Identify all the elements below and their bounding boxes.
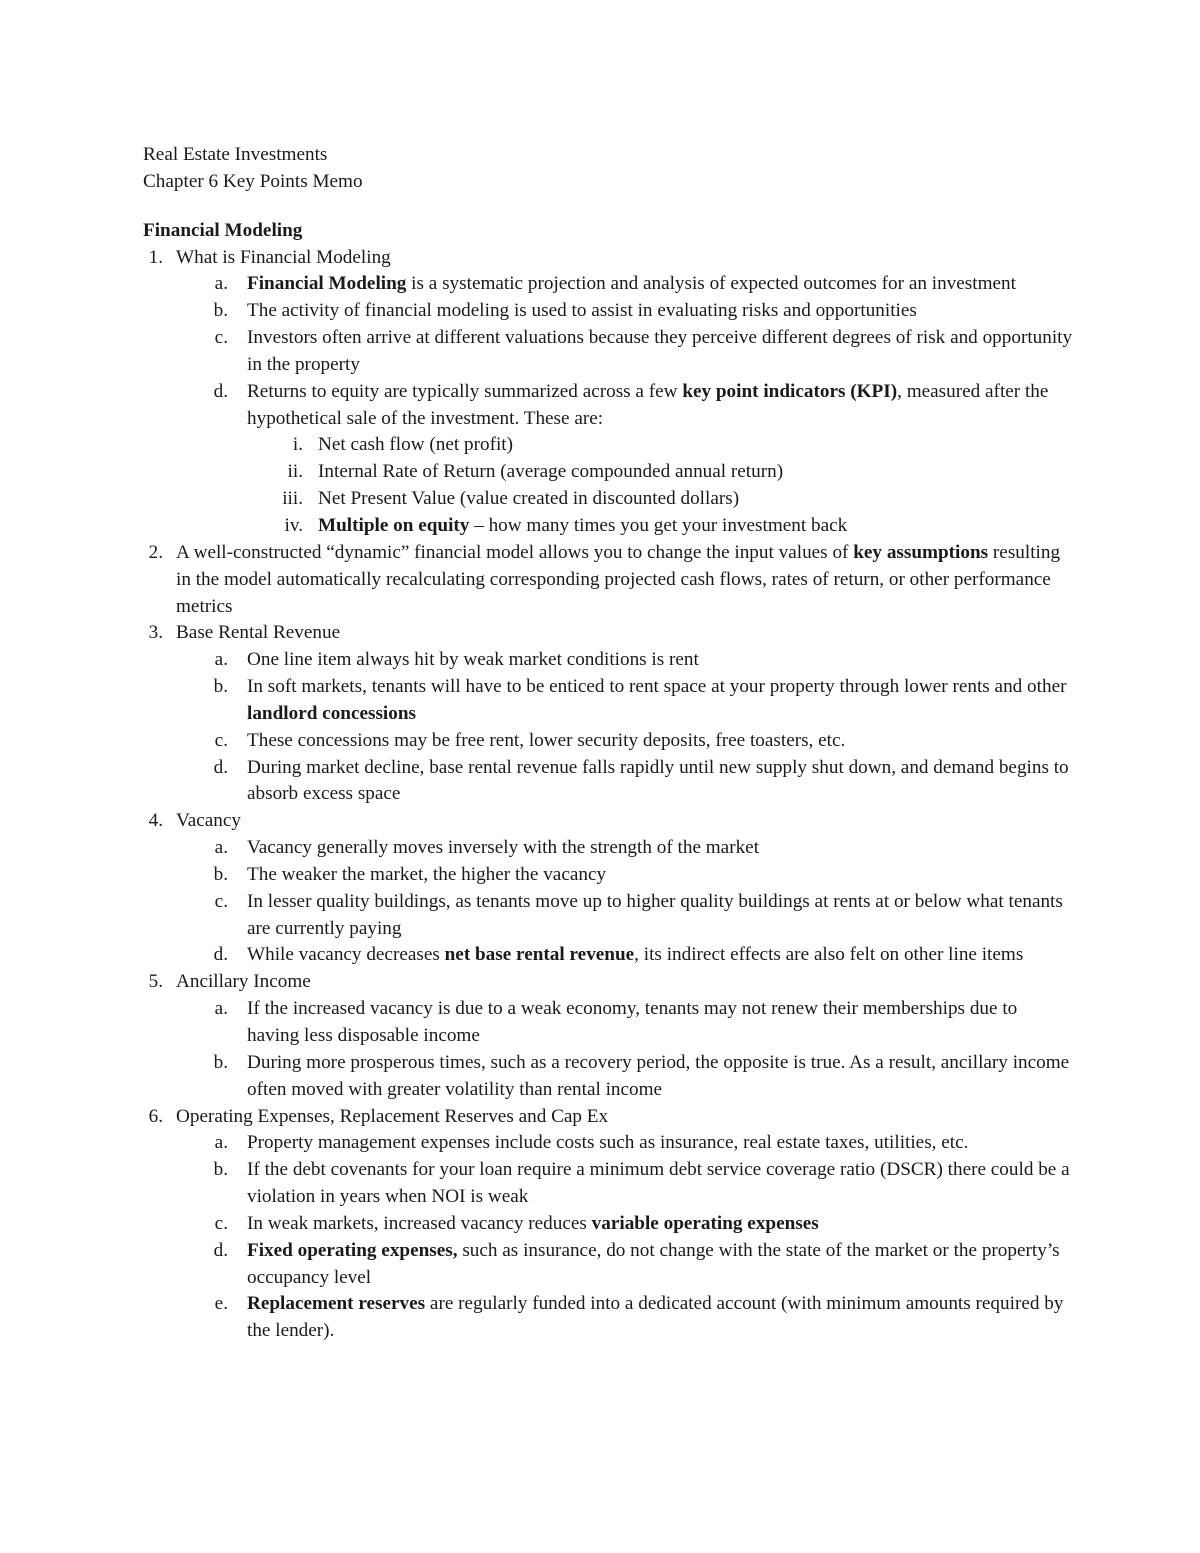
- list-marker: 2.: [148, 541, 163, 563]
- list-item: a. Property management expenses include costs such as insurance, real estate taxes, utilities, etc.: [143, 1130, 1073, 1157]
- list-marker: iii.: [282, 488, 303, 510]
- list-item: b. The weaker the market, the higher the vacancy: [143, 862, 1073, 889]
- list-item: d. Returns to equity are typically summarized across a few key point indicators (KPI), measured after the hypothetical sale of the investment. These are:: [143, 379, 1073, 433]
- list-marker: e.: [214, 1293, 228, 1315]
- list-marker: 1.: [148, 246, 163, 268]
- spacer: [143, 196, 1073, 218]
- list-marker: c.: [214, 1212, 228, 1234]
- list-marker: ii.: [287, 461, 303, 483]
- list-item: a. Financial Modeling is a systematic projection and analysis of expected outcomes for an investment: [143, 271, 1073, 298]
- list-marker: d.: [213, 1239, 228, 1261]
- list-item: 5. Ancillary Income: [143, 969, 1073, 996]
- list-item: a. If the increased vacancy is due to a weak economy, tenants may not renew their memberships due to having less disposable income: [143, 996, 1073, 1050]
- list-item: d. While vacancy decreases net base rental revenue, its indirect effects are also felt on other line items: [143, 942, 1073, 969]
- list-item: 3. Base Rental Revenue: [143, 620, 1073, 647]
- list-marker: b.: [213, 863, 228, 885]
- list-marker: 6.: [148, 1105, 163, 1127]
- list-marker: a.: [214, 998, 228, 1020]
- list-item: iv. Multiple on equity – how many times you get your investment back: [143, 513, 1073, 540]
- list-item: a. One line item always hit by weak market conditions is rent: [143, 647, 1073, 674]
- section-heading: Financial Modeling: [143, 219, 303, 241]
- list-marker: c.: [214, 729, 228, 751]
- list-item: 6. Operating Expenses, Replacement Reserves and Cap Ex: [143, 1104, 1073, 1131]
- list-marker: a.: [214, 1132, 228, 1154]
- list-item: e. Replacement reserves are regularly funded into a dedicated account (with minimum amounts required by the lender).: [143, 1291, 1073, 1345]
- list-item: c. These concessions may be free rent, lower security deposits, free toasters, etc.: [143, 728, 1073, 755]
- list-marker: d.: [213, 944, 228, 966]
- memo-title: Chapter 6 Key Points Memo: [143, 170, 363, 192]
- list-marker: c.: [214, 890, 228, 912]
- list-item: d. During market decline, base rental revenue falls rapidly until new supply shut down, and demand begins to absorb excess space: [143, 755, 1073, 809]
- list-marker: 3.: [148, 622, 163, 644]
- list-marker: d.: [213, 756, 228, 778]
- memo-body: [143, 142, 1073, 1345]
- list-marker: d.: [213, 380, 228, 402]
- list-marker: iv.: [284, 514, 303, 536]
- list-marker: 4.: [148, 810, 163, 832]
- list-item: a. Vacancy generally moves inversely with the strength of the market: [143, 835, 1073, 862]
- list-marker: i.: [292, 434, 303, 456]
- list-item: c. Investors often arrive at different valuations because they perceive different degrees of risk and opportunity in the property: [143, 325, 1073, 379]
- list-item: iii. Net Present Value (value created in discounted dollars): [143, 486, 1073, 513]
- list-marker: 5.: [148, 971, 163, 993]
- list-item: b. In soft markets, tenants will have to be enticed to rent space at your property through lower rents and other landlord concessions: [143, 674, 1073, 728]
- list-item: d. Fixed operating expenses, such as insurance, do not change with the state of the market or the property’s occupancy level: [143, 1238, 1073, 1292]
- list-marker: b.: [213, 676, 228, 698]
- list-item: b. The activity of financial modeling is used to assist in evaluating risks and opportunities: [143, 298, 1073, 325]
- list-item: b. If the debt covenants for your loan require a minimum debt service coverage ratio (DSCR) there could be a violation in years when NOI is weak: [143, 1157, 1073, 1211]
- list-marker: b.: [213, 1051, 228, 1073]
- list-marker: a.: [214, 273, 228, 295]
- course-title: Real Estate Investments: [143, 144, 328, 165]
- list-marker: b.: [213, 1159, 228, 1181]
- list-item: c. In weak markets, increased vacancy reduces variable operating expenses: [143, 1211, 1073, 1238]
- list-marker: a.: [214, 649, 228, 671]
- list-item: c. In lesser quality buildings, as tenants move up to higher quality buildings at rents at or below what tenants are currently paying: [143, 889, 1073, 943]
- list-item: ii. Internal Rate of Return (average compounded annual return): [143, 459, 1073, 486]
- list-item: b. During more prosperous times, such as a recovery period, the opposite is true. As a result, ancillary income often moved with greater volatility than rental income: [143, 1050, 1073, 1104]
- list-marker: a.: [214, 837, 228, 859]
- list-item: 4. Vacancy: [143, 808, 1073, 835]
- list-item: 2. A well-constructed “dynamic” financial model allows you to change the input values of key assumptions resulting in the model automatically recalculating corresponding projected cash flows, rates of return, or other performance metrics: [143, 540, 1073, 621]
- list-marker: c.: [214, 327, 228, 349]
- list-item: 1. What is Financial Modeling: [143, 245, 1073, 272]
- list-item: i. Net cash flow (net profit): [143, 432, 1073, 459]
- list-marker: b.: [213, 300, 228, 322]
